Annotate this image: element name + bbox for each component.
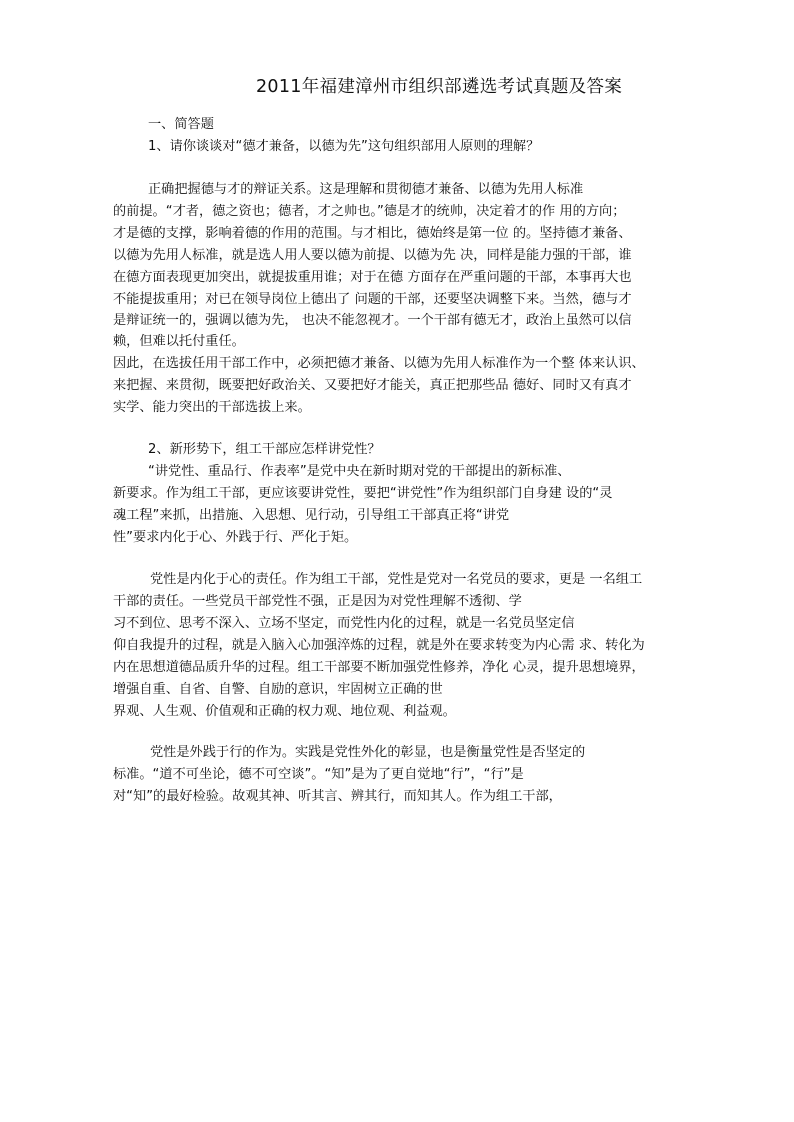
answer-1-line: 的前提。“才者，德之资也；德者，才之帅也。”德是才的统帅，决定着才的作 用的方向； xyxy=(113,204,626,219)
answer-3-line: 习不到位、思考不深入、立场不坚定，而党性内化的过程，就是一名党员坚定信 xyxy=(113,616,575,631)
section-heading: 一、简答题 xyxy=(148,117,214,132)
answer-1-line: 来把握、来贯彻，既要把好政治关、又要把好才能关，真正把那些品 德好、同时又有真才 xyxy=(113,378,632,393)
answer-1-line: 不能提拔重用；对已在领导岗位上德出了 问题的干部，还要坚决调整下来。当然，德与才 xyxy=(113,292,632,307)
question-2: 2、新形势下，组工干部应怎样讲党性？ xyxy=(148,442,381,457)
answer-2-line: 性”要求内化于心、外践于行、严化于矩。 xyxy=(113,530,358,545)
answer-1-line: 赖，但难以托付重任。 xyxy=(113,334,245,349)
answer-1-line: 正确把握德与才的辩证关系。这是理解和贯彻德才兼备、以德为先用人标准 xyxy=(148,182,584,197)
question-1: 1、请你谈谈对“德才兼备，以德为先”这句组织部用人原则的理解？ xyxy=(148,139,540,154)
answer-3-line: 增强自重、自省、自警、自励的意识，牢固树立正确的世 xyxy=(113,682,443,697)
answer-2-line: 新要求。作为组工干部，更应该要讲党性，要把“讲党性”作为组织部门自身建 设的“灵 xyxy=(113,486,613,501)
answer-2-line: “讲党性、重品行、作表率”是党中央在新时期对党的干部提出的新标准、 xyxy=(148,464,571,479)
answer-1-line: 以德为先用人标准，就是选人用人要以德为前提、以德为先 决，同样是能力强的干部，谁 xyxy=(113,248,632,263)
answer-4-line: 党性是外践于行的作为。实践是党性外化的彰显，也是衡量党性是否坚定的 xyxy=(150,745,586,760)
answer-4-line: 对“知”的最好检验。故观其神、听其言、辨其行，而知其人。作为组工干部， xyxy=(113,789,562,804)
document-title: 2011年福建漳州市组织部遴选考试真题及答案 xyxy=(256,77,623,97)
answer-3-line: 党性是内化于心的责任。作为组工干部，党性是党对一名党员的要求，更是 一名组工 xyxy=(150,572,643,587)
answer-3-line: 仰自我提升的过程，就是入脑入心加强淬炼的过程，就是外在要求转变为内心需 求、转化为 xyxy=(113,638,645,653)
answer-3-line: 内在思想道德品质升华的过程。组工干部要不断加强党性修养，净化 心灵，提升思想境界， xyxy=(113,660,645,675)
answer-2-line: 魂工程”来抓，出措施、入思想、见行动，引导组工干部真正将“讲党 xyxy=(113,508,510,523)
answer-1-line: 实学、能力突出的干部选拔上来。 xyxy=(113,400,311,415)
answer-4-line: 标准。“道不可坐论，德不可空谈”。“知”是为了更自觉地“行”，“行”是 xyxy=(113,767,524,782)
answer-1-line: 在德方面表现更加突出，就提拔重用谁；对于在德 方面存在严重问题的干部，本事再大也 xyxy=(113,270,632,285)
answer-3-line: 干部的责任。一些党员干部党性不强，正是因为对党性理解不透彻、学 xyxy=(113,594,522,609)
answer-1-line: 是辩证统一的，强调以德为先， 也决不能忽视才。一个干部有德无才，政治上虽然可以信 xyxy=(113,313,632,328)
answer-1-line: 才是德的支撑，影响着德的作用的范围。与才相比，德始终是第一位 的。坚持德才兼备、 xyxy=(113,226,632,241)
answer-1-line: 因此，在选拔任用干部工作中，必须把德才兼备、以德为先用人标准作为一个整 体来认识、 xyxy=(113,356,645,371)
answer-3-line: 界观、人生观、价值观和正确的权力观、地位观、利益观。 xyxy=(113,704,456,719)
